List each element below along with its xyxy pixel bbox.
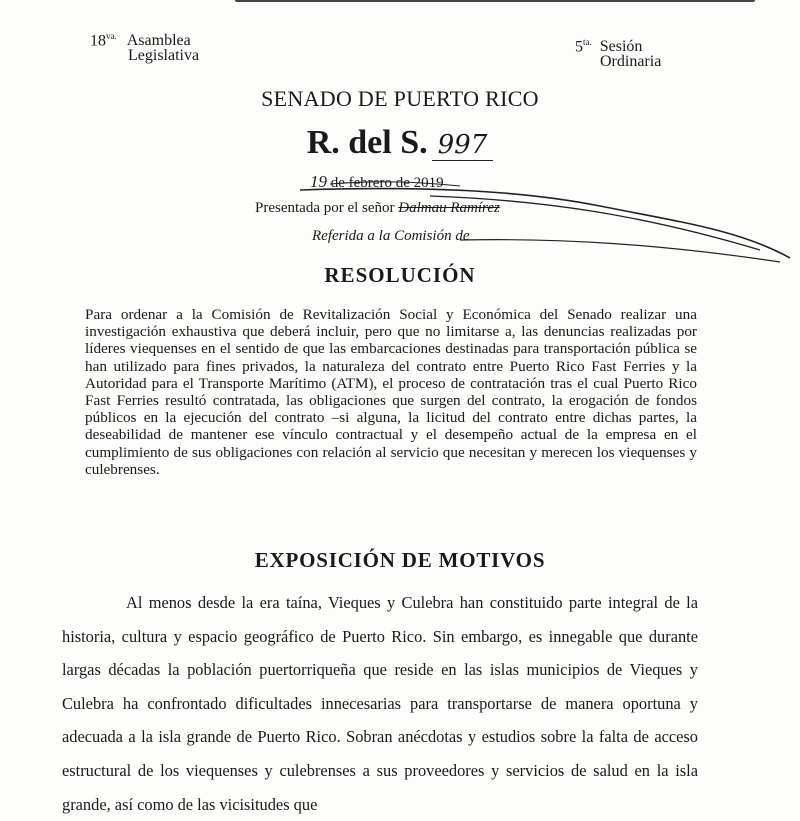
session-line2: Ordinaria: [600, 53, 662, 70]
date-rest: de febrero de 2019: [327, 175, 444, 191]
document-type: RESOLUCIÓN: [324, 263, 476, 287]
presented-by-label: Presentada por el señor: [255, 200, 399, 216]
section-title: EXPOSICIÓN DE MOTIVOS: [254, 548, 546, 572]
session-suffix: ta.: [583, 37, 592, 47]
resolution-prefix: R. del S.: [306, 124, 428, 161]
referred-to-line: Referida a la Comisión de: [312, 228, 470, 244]
assembly-line1: Asamblea: [126, 32, 191, 50]
assembly-suffix: va.: [106, 31, 117, 41]
session-number: 5: [575, 38, 583, 56]
session-line1: Sesión: [599, 38, 643, 56]
date-day: 19: [310, 172, 327, 191]
chamber-title: SENADO DE PUERTO RICO: [261, 86, 539, 111]
assembly-number: 18: [90, 32, 106, 50]
assembly-line2: Legislativa: [128, 47, 200, 64]
senator-name: Dalmau Ramírez: [398, 200, 500, 216]
resolution-summary: Para ordenar a la Comisión de Revitalización Social y Económica del Senado realizar una investigación exhaustiva que deberá incluir, pero que no limitarse a, las denuncias realizadas por líderes viequenses en el sentido de que las embarcaciones destinadas para transportación pública se han utilizado para fines privados, la naturaleza del contrato entre Puerto Rico Fast Ferries y la Autoridad para el Transporte Marítimo (ATM), el proceso de contratación tras el cual Puerto Rico Fast Ferries resultó contratada, las obligaciones que surgen del contrato, la erogación de fondos públicos en la ejecución del contrato –si alguna, la licitud del contrato entre dichas partes, la deseabilidad de mantener ese vínculo contractual y el desempeño actual de la empresa en el cumplimiento de sus obligaciones con relación al servicio que necesitan y merecen los viequenses y culebrenses.: [85, 306, 697, 478]
resolution-number: 997: [432, 130, 494, 161]
body-paragraph: Al menos desde la era taína, Vieques y Culebra han constituido parte integral de la historia, cultura y espacio geográfico de Puerto Rico. Sin embargo, es innegable que durante largas décadas la población puertorriqueña que reside en las islas municipios de Vieques y Culebra ha confrontado dificultades innecesarias para transportarse de manera oportuna y adecuada a la isla grande de Puerto Rico. Sobran anécdotas y estudios sobre la falta de acceso estructural de los viequenses y culebrenses a sus proveedores y servicios de salud en la isla grande, así como de las vicisitudes que: [62, 593, 698, 814]
